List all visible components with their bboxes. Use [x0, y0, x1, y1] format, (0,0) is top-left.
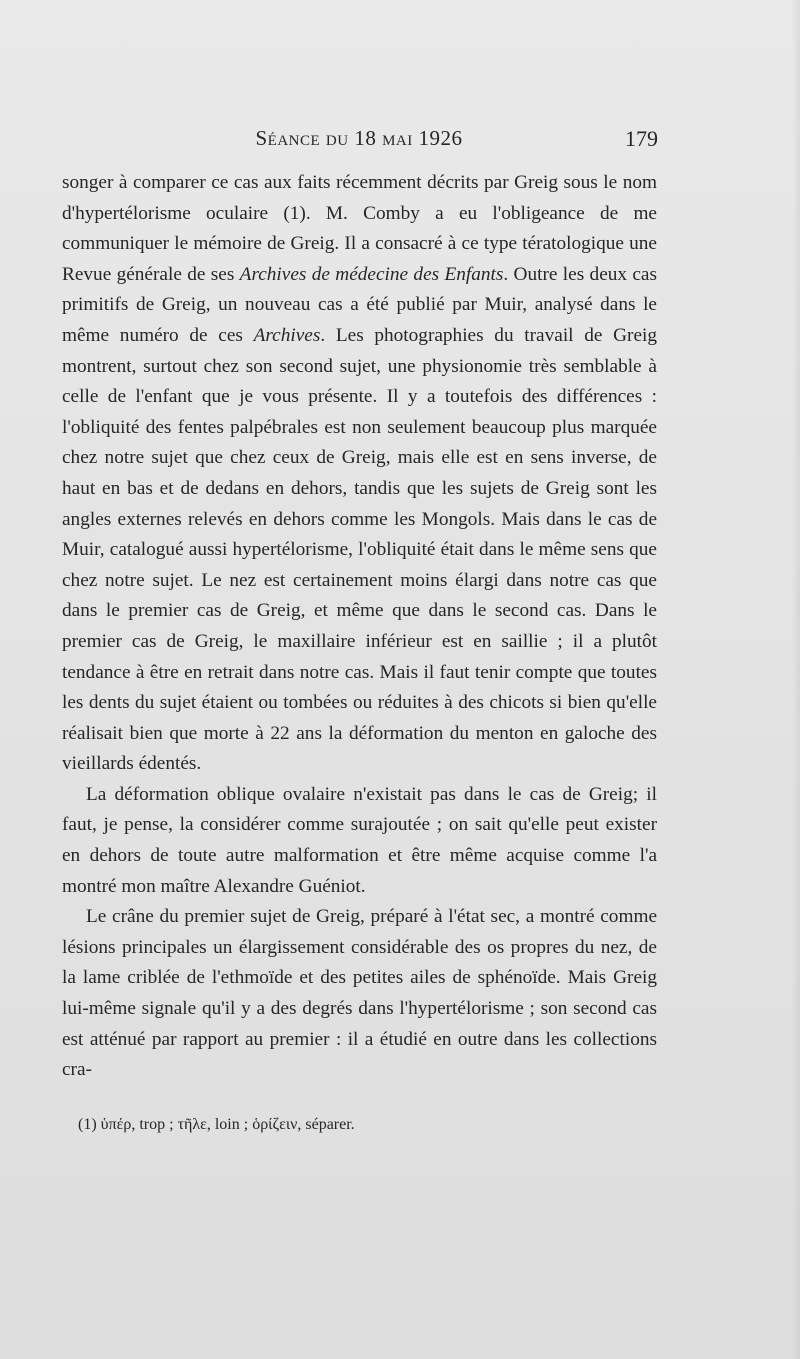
- paragraph-1-text-b: . Outre les deux cas primitifs de Greig, un nouveau cas a été publié par Muir, analysé dans le même numéro de ces: [62, 263, 657, 346]
- running-head: [60, 126, 658, 160]
- paragraph-1: [62, 168, 657, 780]
- running-title: Séance du 18 mai 1926: [255, 126, 463, 150]
- body-text: [62, 168, 657, 1086]
- paragraph-1-text-a: songer à comparer ce cas aux faits récemment décrits par Greig sous le nom d'hypertélorisme oculaire (1). M. Comby a eu l'obligeance de me communiquer le mémoire de Greig. Il a consacré à ce type tératologique une Revue générale de ses: [62, 172, 657, 285]
- paragraph-1-text-c: . Les photographies du travail de Greig montrent, surtout chez son second sujet, une physionomie très semblable à celle de l'enfant que je vous présente. Il y a toutefois des différences : l'obliquité des fentes palpébrales est non seulement beaucoup plus marquée chez notre sujet que chez ceux de Greig, mais elle est en sens inverse, de haut en bas et de dedans en dehors, tandis que les sujets de Greig sont les angles externes relevés en dehors comme les Mongols. Mais dans le cas de Muir, catalogué aussi hypertélorisme, l'obliquité était dans le même sens que chez notre sujet. Le nez est certainement moins élargi dans notre cas que dans le premier cas de Greig, et même que dans le second cas. Dans le premier cas de Greig, le maxillaire inférieur est en saillie ; il a plutôt tendance à être en retrait dans notre cas. Mais il faut tenir compte que toutes les dents du sujet étaient ou tombées ou réduites à des chicots si bien qu'elle réalisait bien que morte à 22 ans la déformation du menton en galoche des vieillards édentés.: [62, 324, 658, 775]
- page-number: 179: [625, 126, 658, 151]
- paragraph-3: Le crâne du premier sujet de Greig, préparé à l'état sec, a montré comme lésions principales un élargissement considérable des os propres du nez, de la lame criblée de l'ethmoïde et des petites ailes de sphénoïde. Mais Greig lui-même signale qu'il y a des degrés dans l'hypertélorisme ; son second cas est atténué par rapport au premier : il a étudié en outre dans les collections cra-: [62, 906, 657, 1081]
- page-edge-shadow: [792, 0, 800, 1359]
- journal-title-archives-medecine-enfants: Archives de médecine des Enfants: [239, 263, 504, 285]
- footnote: (1) ὑπέρ, trop ; τῆλε, loin ; ὁρίζειν, séparer.: [78, 1116, 355, 1133]
- paragraph-2: La déformation oblique ovalaire n'existait pas dans le cas de Greig; il faut, je pense, la considérer comme surajoutée ; on sait qu'elle peut exister en dehors de toute autre malformation et être même acquise comme l'a montré mon maître Alexandre Guéniot.: [62, 783, 657, 897]
- journal-title-archives: Archives: [253, 324, 321, 346]
